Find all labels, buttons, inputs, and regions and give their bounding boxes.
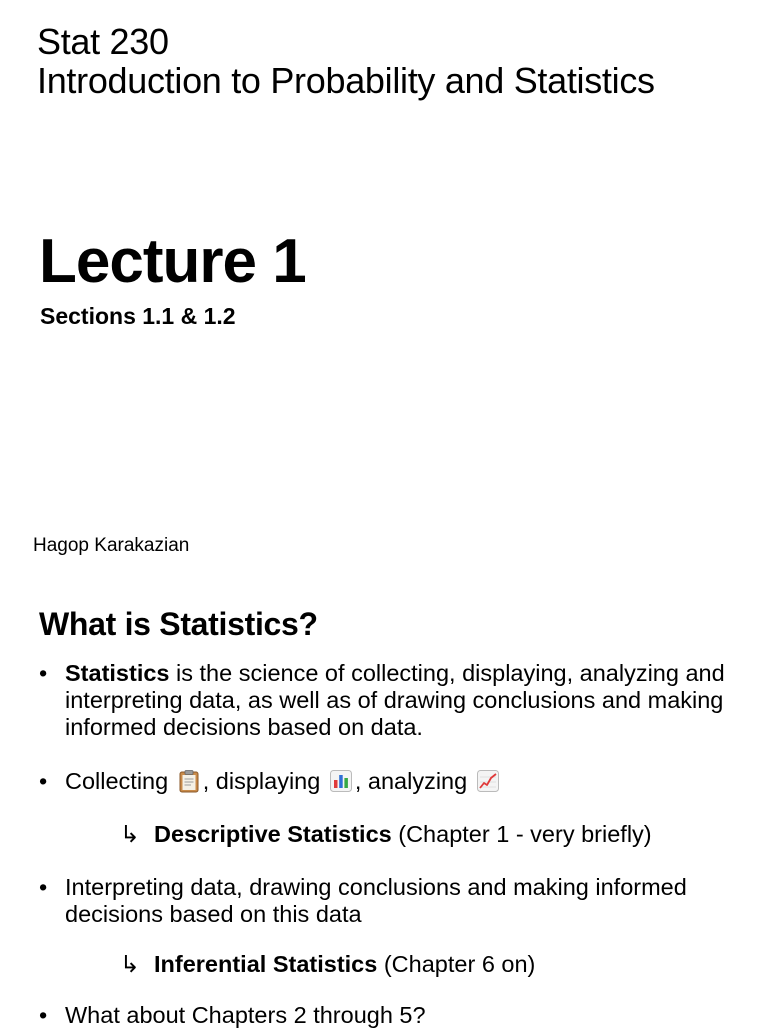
sub-point	[120, 951, 535, 978]
arrow-icon: ↳	[120, 951, 140, 977]
sub-point-note: (Chapter 1 - very briefly)	[391, 821, 652, 847]
lecture-sections: Sections 1.1 & 1.2	[40, 303, 236, 329]
bullet-term: Statistics	[65, 660, 170, 686]
bullet-text	[65, 768, 755, 795]
bullet-marker: •	[39, 768, 48, 794]
slide-heading: What is Statistics?	[39, 606, 318, 642]
bullet-text-part: , displaying	[202, 768, 327, 794]
bullet-marker: •	[39, 874, 48, 900]
lecture-title: Lecture 1	[39, 227, 306, 296]
sub-point-term: Inferential Statistics	[154, 951, 378, 977]
bullet-marker: •	[39, 1002, 48, 1028]
sub-point-note: (Chapter 6 on)	[377, 951, 536, 977]
bullet-text-part: Collecting	[65, 768, 175, 794]
content-slide	[0, 596, 768, 1028]
bullet-text-part: , analyzing	[354, 768, 474, 794]
clipboard-icon	[177, 769, 201, 793]
course-header	[37, 22, 655, 100]
sub-point	[120, 821, 652, 848]
bar-chart-icon	[329, 769, 353, 793]
bullet-marker: •	[39, 660, 48, 686]
course-code: Stat 230	[37, 21, 169, 62]
author-name: Hagop Karakazian	[33, 535, 190, 556]
course-name: Introduction to Probability and Statistics	[37, 60, 655, 101]
bullet-text: What about Chapters 2 through 5?	[65, 1002, 426, 1028]
bullet-text: Interpreting data, drawing conclusions and making informed decisions based on this data	[65, 874, 687, 927]
arrow-icon: ↳	[120, 821, 140, 847]
sub-point-term: Descriptive Statistics	[154, 821, 392, 847]
bullet-definition: is the science of collecting, displaying, analyzing and interpreting data, as well as of drawing conclusions and making informed decisions based on data.	[65, 660, 725, 740]
bullet-text	[65, 660, 755, 741]
line-chart-icon	[476, 769, 500, 793]
